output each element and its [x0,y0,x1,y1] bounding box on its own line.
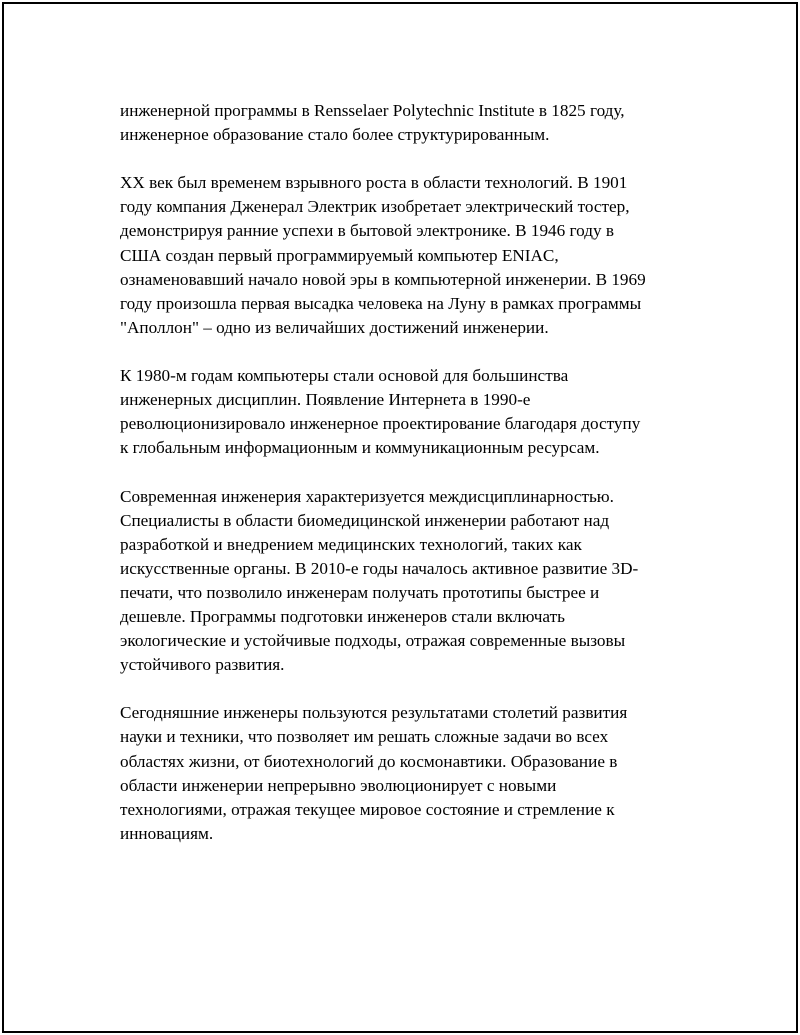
text-line: XX век был временем взрывного роста в области технологий. В 1901 [120,173,628,193]
text-line: экологические и устойчивые подходы, отражая современные вызовы [120,631,626,651]
text-line: Специалисты в области биомедицинской инженерии работают над [120,510,610,530]
text-line: разработкой и внедрением медицинских технологий, таких как [120,534,582,554]
text-line: областях жизни, от биотехнологий до космонавтики. Образование в [120,751,618,771]
text-line: инженерное образование стало более структурированным. [120,125,550,145]
paragraph [120,99,690,147]
text-line: инновациям. [120,823,214,843]
text-line: искусственные органы. В 2010-е годы началось активное развитие 3D- [120,558,639,578]
text-line: ознаменовавший начало новой эры в компьютерной инженерии. В 1969 [120,269,646,289]
text-line: дешевле. Программы подготовки инженеров стали включать [120,606,565,626]
text-line: инженерной программы в Rensselaer Polytechnic Institute в 1825 году, [120,101,625,120]
text-line: "Аполлон" – одно из величайших достижений инженерии. [120,317,549,337]
text-line: устойчивого развития. [120,655,285,675]
text-line: науки и техники, что позволяет им решать сложные задачи во всех [120,727,609,747]
text-line: революционизировало инженерное проектирование благодаря доступу [120,414,641,434]
text-line: году произошла первая высадка человека на Луну в рамках программы [120,293,642,313]
text-line: году компания Дженерал Электрик изобретает электрический тостер, [120,197,630,217]
paragraph [120,701,690,846]
page-frame [2,2,798,1033]
paragraph [120,364,690,460]
paragraph [120,171,690,340]
text-line: технологиями, отражая текущее мировое состояние и стремление к [120,799,615,819]
text-line: демонстрируя ранние успехи в бытовой электронике. В 1946 году в [120,221,614,241]
text-line: к глобальным информационным и коммуникационным ресурсам. [120,438,600,458]
text-line: инженерных дисциплин. Появление Интернета в 1990-е [120,390,531,410]
text-line: К 1980-м годам компьютеры стали основой для большинства [120,366,569,386]
text-line: Современная инженерия характеризуется междисциплинарностью. [120,486,614,506]
document-body [120,99,690,870]
text-line: области инженерии непрерывно эволюционирует с новыми [120,775,557,795]
text-line: печати, что позволило инженерам получать прототипы быстрее и [120,582,600,602]
text-line: Сегодняшние инженеры пользуются результатами столетий развития [120,703,628,723]
text-line: США создан первый программируемый компьютер ENIAC, [120,245,559,265]
paragraph [120,485,690,678]
